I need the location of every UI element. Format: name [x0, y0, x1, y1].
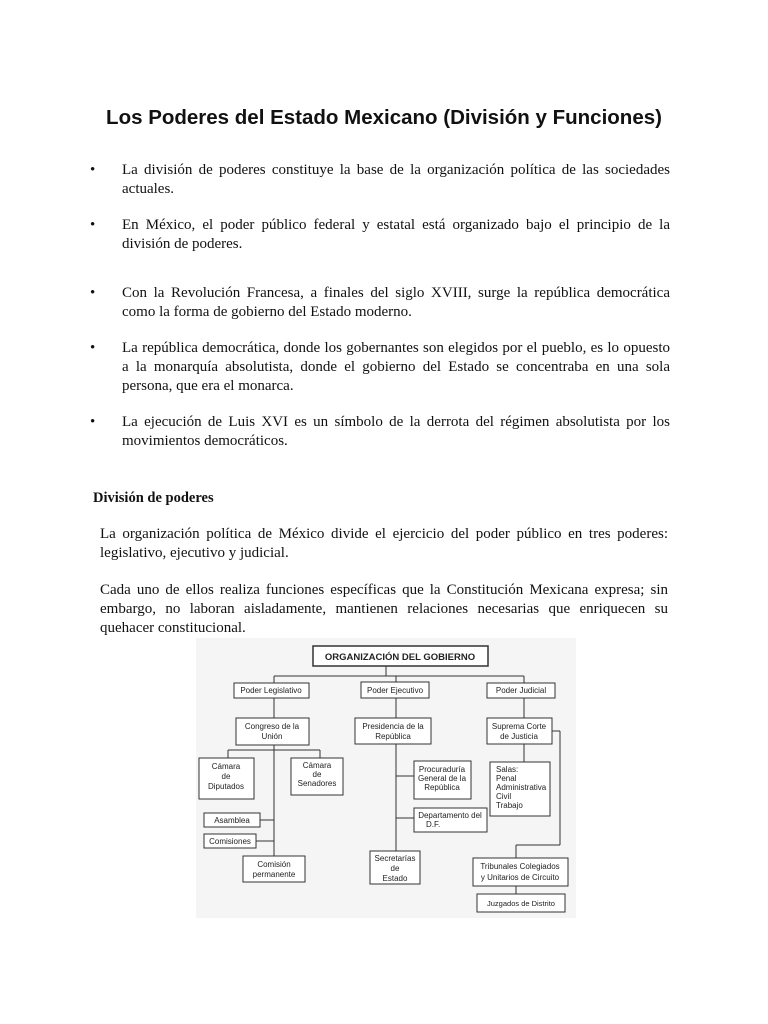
secretarias-line: de — [390, 864, 400, 873]
asamblea-label: Asamblea — [214, 816, 250, 825]
salas-line: Administrativa — [496, 783, 547, 792]
suprema-corte-line: de Justicia — [500, 732, 538, 741]
diputados-line: de — [221, 772, 231, 781]
congreso-line: Unión — [261, 732, 283, 741]
judicial-label: Poder Judicial — [495, 686, 547, 695]
bullet-symbol: • — [90, 217, 96, 233]
list-item — [88, 339, 670, 396]
diputados-line: Cámara — [211, 762, 241, 771]
departamento-line: Departamento del — [418, 811, 482, 820]
departamento-line: D.F. — [426, 820, 441, 829]
page-title: Los Poderes del Estado Mexicano (División y Funciones) — [106, 106, 662, 129]
procuraduria-line: República — [424, 783, 460, 792]
bullet-text: La república democrática, donde los gobernantes son elegidos por el pueblo, es lo opuesto a la monarquía absolutista, donde el gobierno del Estado se concentraba en una sola persona, que era el monarca. — [122, 340, 670, 394]
salas-line: Civil — [496, 792, 512, 801]
congreso-line: Congreso de la — [244, 722, 300, 731]
procuraduria-line: General de la — [417, 774, 467, 783]
comisiones-label: Comisiones — [209, 837, 251, 846]
ejecutivo-label: Poder Ejecutivo — [366, 686, 424, 695]
bullet-text: La división de poderes constituye la base de la organización política de las sociedades actuales. — [122, 162, 670, 197]
salas-line: Trabajo — [496, 801, 523, 810]
suprema-corte-line: Suprema Corte — [491, 722, 547, 731]
tribunales-line: y Unitarios de Circuito — [480, 873, 560, 882]
comision-permanente-line: Comisión — [257, 860, 291, 869]
paragraph-functions: Cada uno de ellos realiza funciones específicas que la Constitución Mexicana expresa; sin embargo, no laboran aisladamente, mantienen relaciones necesarias que enriquecen su quehacer constitucional. — [100, 582, 668, 636]
org-chart — [196, 638, 576, 918]
presidencia-line: República — [375, 732, 411, 741]
svg-text:Comisiónpermanente — [253, 860, 296, 879]
bullet-symbol: • — [90, 285, 96, 301]
root-label: ORGANIZACIÓN DEL GOBIERNO — [324, 652, 476, 663]
comision-permanente-line: permanente — [252, 870, 296, 879]
bullet-text: Con la Revolución Francesa, a finales del siglo XVIII, surge la república democrática como la forma de gobierno del Estado moderno. — [122, 285, 670, 320]
diputados-line: Diputados — [207, 782, 245, 791]
secretarias-line: Estado — [382, 874, 408, 883]
bullet-symbol: • — [90, 162, 96, 178]
procuraduria-line: Procuraduría — [418, 765, 466, 774]
senadores-line: de — [312, 770, 322, 779]
list-item — [88, 413, 670, 451]
bullet-text: La ejecución de Luis XVI es un símbolo de la derrota del régimen absolutista por los movimientos democráticos. — [122, 414, 670, 449]
presidencia-line: Presidencia de la — [362, 722, 424, 731]
senadores-line: Cámara — [302, 761, 332, 770]
svg-text:ProcuraduríaGeneral de laRepúb — [418, 765, 467, 792]
bullet-list — [88, 161, 670, 451]
bullet-text: En México, el poder público federal y estatal está organizado bajo el principio de la división de poderes. — [122, 217, 670, 252]
salas-line: Penal — [496, 774, 517, 783]
section-heading: División de poderes — [93, 490, 214, 506]
bullet-symbol: • — [90, 414, 96, 430]
senadores-line: Senadores — [297, 779, 337, 788]
paragraph-powers: La organización política de México divide el ejercicio del poder público en tres poderes: legislativo, ejecutivo y judicial. — [100, 526, 668, 561]
secretarias-line: Secretarías — [374, 854, 416, 863]
list-item — [88, 216, 670, 254]
tribunales-line: Tribunales Colegiados — [480, 862, 560, 871]
legislativo-label: Poder Legislativo — [240, 686, 302, 695]
list-item — [88, 284, 670, 322]
juzgados-label: Juzgados de Distrito — [487, 899, 555, 908]
list-item — [88, 161, 670, 199]
bullet-symbol: • — [90, 340, 96, 356]
salas-line: Salas: — [496, 765, 519, 774]
